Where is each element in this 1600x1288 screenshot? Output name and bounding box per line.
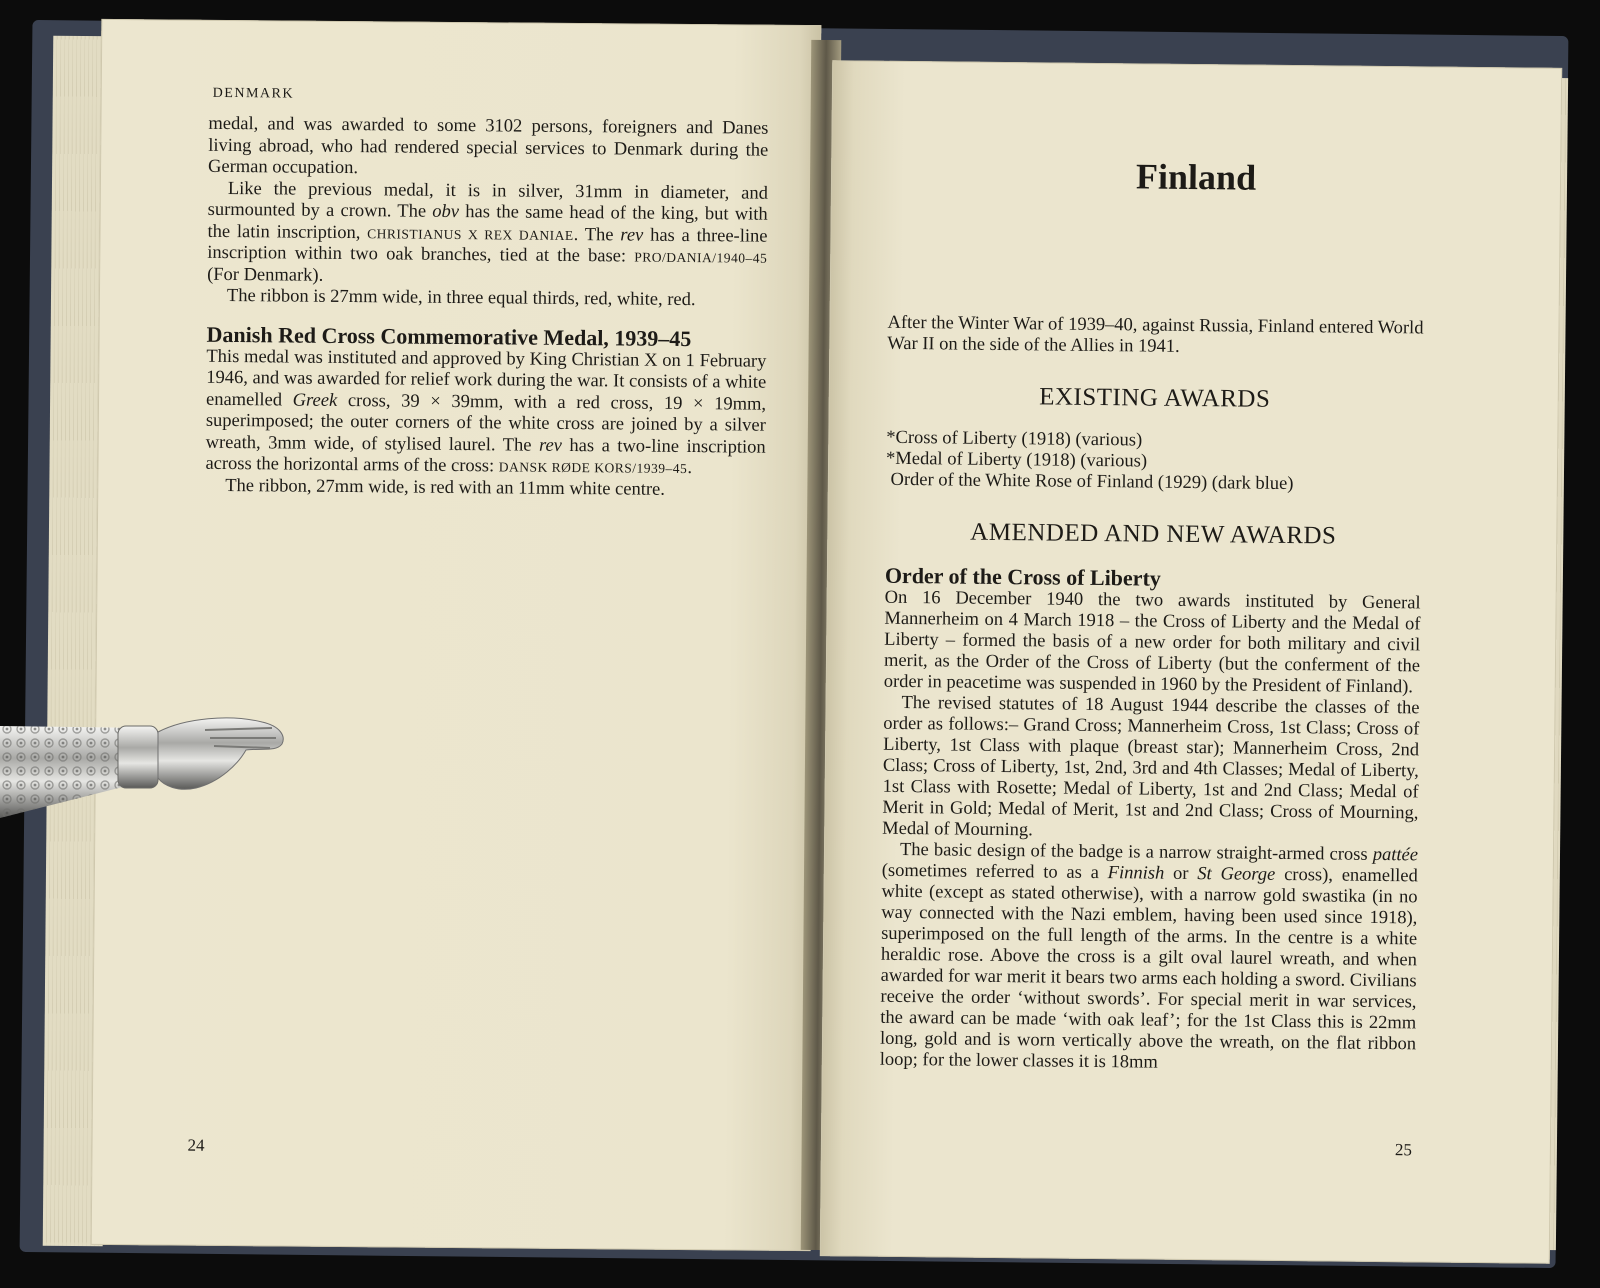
text-run: The basic design of the badge is a narrow straight-armed cross (899, 839, 1373, 865)
text-run: Like the previous medal, it is in silver, 31mm in diameter, and surmounted by a crown. The (207, 178, 768, 222)
text-run-italic: obv (432, 201, 460, 223)
list-item: *Medal of Liberty (1918) (various) (886, 448, 1148, 472)
text-run: has a three-line inscription within two oak branches, tied at the base: (207, 225, 768, 267)
paragraph (880, 840, 1418, 1077)
paragraph: The revised statutes of 18 August 1944 describe the classes of the order as follows:– Grand Cross; Mannerheim Cross, 1st Class; Cross of Liberty, 1st Class with plaque (breast star); Mannerheim Cross, 2nd Class; Cross of Liberty, 1st, 2nd, 3rd and 4th Classes; Medal of Liberty, 1st Class with Rosette; Medal of Liberty, 1st and 2nd Class; Medal of Merit in Gold; Medal of Merit, 1st and 2nd Class; Cross of Mourning, Medal of Mourning. (882, 692, 1420, 841)
amended-awards-heading: AMENDED AND NEW AWARDS (970, 518, 1337, 550)
text-run: . (687, 458, 693, 479)
paragraph: medal, and was awarded to some 3102 persons, foreigners and Danes living abroad, who had rendered special services to Denmark during the German occupation. (207, 113, 769, 179)
text-run: This medal was instituted and approved by King Christian X on 1 February 1946, and was awarded for relief work during the war. It consists of a white enamelled (205, 346, 767, 411)
text-run: or (1164, 863, 1198, 885)
text-run-italic: Greek (292, 390, 338, 411)
paragraph: On 16 December 1940 the two awards instituted by General Mannerheim on 4 March 1918 – the Cross of Liberty and the Medal of Liberty – formed the basis of a new order for both military and civil merit, as the Order of the Cross of Liberty (but the conferment of the order in peacetime was suspended in 1960 by the President of Finland). (883, 587, 1421, 698)
paragraph: The ribbon, 27mm wide, is red with an 11mm white centre. (225, 475, 665, 500)
text-run-italic: rev (620, 224, 644, 246)
text-run: (For Denmark). (207, 264, 324, 286)
section-heading: Order of the Cross of Liberty (884, 562, 1161, 591)
paragraph (207, 178, 768, 290)
text-run-italic: St George (1197, 864, 1276, 885)
text-run-italic: pattée (1372, 844, 1419, 866)
page-number: 25 (1394, 1140, 1413, 1160)
text-run-italic: rev (538, 435, 563, 456)
right-page (820, 60, 1562, 1264)
text-run: cross, 39 × 39mm, with a red cross, 19 × 19mm, superimposed; the outer corners of the white cross are joined by a silver wreath, 3mm wide, of stylised laurel. The (205, 390, 767, 456)
intro-paragraph: After the Winter War of 1939–40, against Russia, Finland entered World War II on the side of the Allies in 1941. (887, 312, 1424, 357)
text-run: cross), enamelled white (except as stated otherwise), with a narrow gold swastika (in no way connected with the Nazi emblem, having been used since 1918), superimposed on the full length of the arms. In the centre is a white heraldic rose. Above the cross is a gilt oval laurel wreath, and when awarded for war merit it bears two arms each holding a sword. Civilians receive the order ‘without swords’. For special merit in war services, the award can be made ‘with oak leaf’; for the 1st Class this is 22mm long, gold and is worn vertically above the wreath, on the flat ribbon loop; for the lower classes it is 18mm (879, 864, 1418, 1073)
list-item: Order of the White Rose of Finland (1929) (dark blue) (885, 469, 1294, 495)
paragraph: The ribbon is 27mm wide, in three equal thirds, red, white, red. (226, 285, 696, 311)
text-run: . The (573, 224, 621, 245)
left-page-text (205, 114, 768, 502)
inscription: PRO/DANIA/1940–45 (634, 249, 768, 266)
text-run: (sometimes referred to as a (881, 860, 1108, 884)
running-head: DENMARK (212, 85, 295, 102)
existing-awards-list (886, 428, 1423, 497)
paragraph (205, 346, 766, 480)
text-run: has a two-line inscription across the horizontal arms of the cross: (205, 435, 766, 477)
section-heading: Danish Red Cross Commemorative Medal, 1939–45 (206, 321, 692, 351)
inscription: CHRISTIANUS X REX DANIAE (367, 225, 574, 243)
chapter-title: Finland (1135, 156, 1257, 198)
list-item: *Cross of Liberty (1918) (various) (886, 427, 1143, 451)
inscription: DANSK RØDE KORS/1939–45 (498, 459, 688, 477)
page-number: 24 (187, 1135, 205, 1155)
text-run: has the same head of the king, but with the latin inscription, (207, 202, 768, 243)
left-page (91, 19, 822, 1251)
right-page-text (880, 313, 1424, 1077)
silver-hand-bookmark-icon (0, 708, 290, 818)
existing-awards-heading: EXISTING AWARDS (1039, 383, 1271, 413)
text-run-italic: Finnish (1107, 863, 1165, 884)
